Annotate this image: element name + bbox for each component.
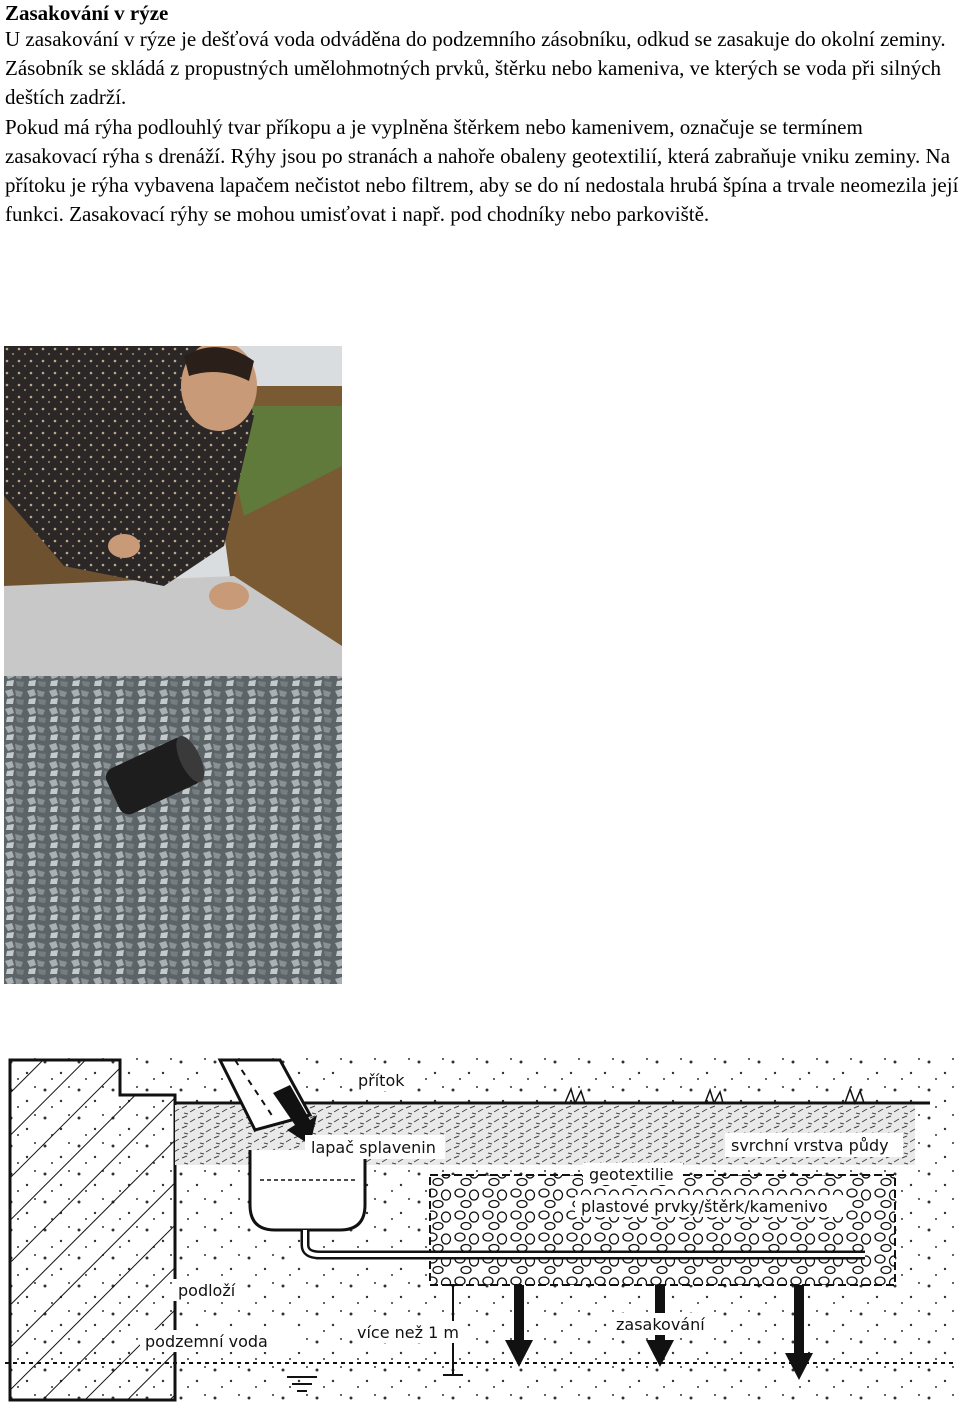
label-groundwater: podzemní voda (145, 1332, 268, 1351)
paragraph-intro: U zasakování v rýze je dešťová voda odváděna do podzemního zásobníku, odkud se zasakuje do okolní zeminy. Zásobník se skládá z propustných umělohmotných prvků, štěrku nebo kameniva, ve kterých se voda při silných deštích zadrží. (5, 27, 946, 109)
trench-cross-section-diagram (5, 1055, 955, 1410)
paragraph-trench: Pokud má rýha podlouhlý tvar příkopu a je vyplněna štěrkem nebo kamenivem, označuje se termínem zasakovací rýha s drenáží. Rýhy jsou po stranách a nahoře obaleny geotextilií, která zabraňuje vniku zeminy. Na přítoku je rýha vybavena lapačem nečistot nebo filtrem, aby se do ní nedostala hrubá špína a trvale neomezila její funkci. Zasakovací rýhy se mohou umisťovat i např. pod chodníky nebo parkoviště. (5, 115, 959, 226)
sediment-trap (250, 1150, 365, 1230)
label-infiltration: zasakování (616, 1315, 705, 1334)
document-heading: Zasakování v rýze (5, 1, 169, 25)
label-inflow: přítok (358, 1071, 405, 1090)
infiltration-trench (430, 1175, 895, 1285)
label-topsoil: svrchní vrstva půdy (731, 1136, 889, 1155)
label-geotextile: geotextilie (589, 1165, 674, 1184)
label-depth: více než 1 m (357, 1323, 459, 1342)
gravel-fill (4, 676, 342, 984)
label-fill: plastové prvky/štěrk/kamenivo (581, 1197, 828, 1216)
label-sediment-trap: lapač splavenin (311, 1138, 436, 1157)
trench-photo (4, 346, 342, 984)
label-subsoil: podloží (178, 1281, 236, 1300)
